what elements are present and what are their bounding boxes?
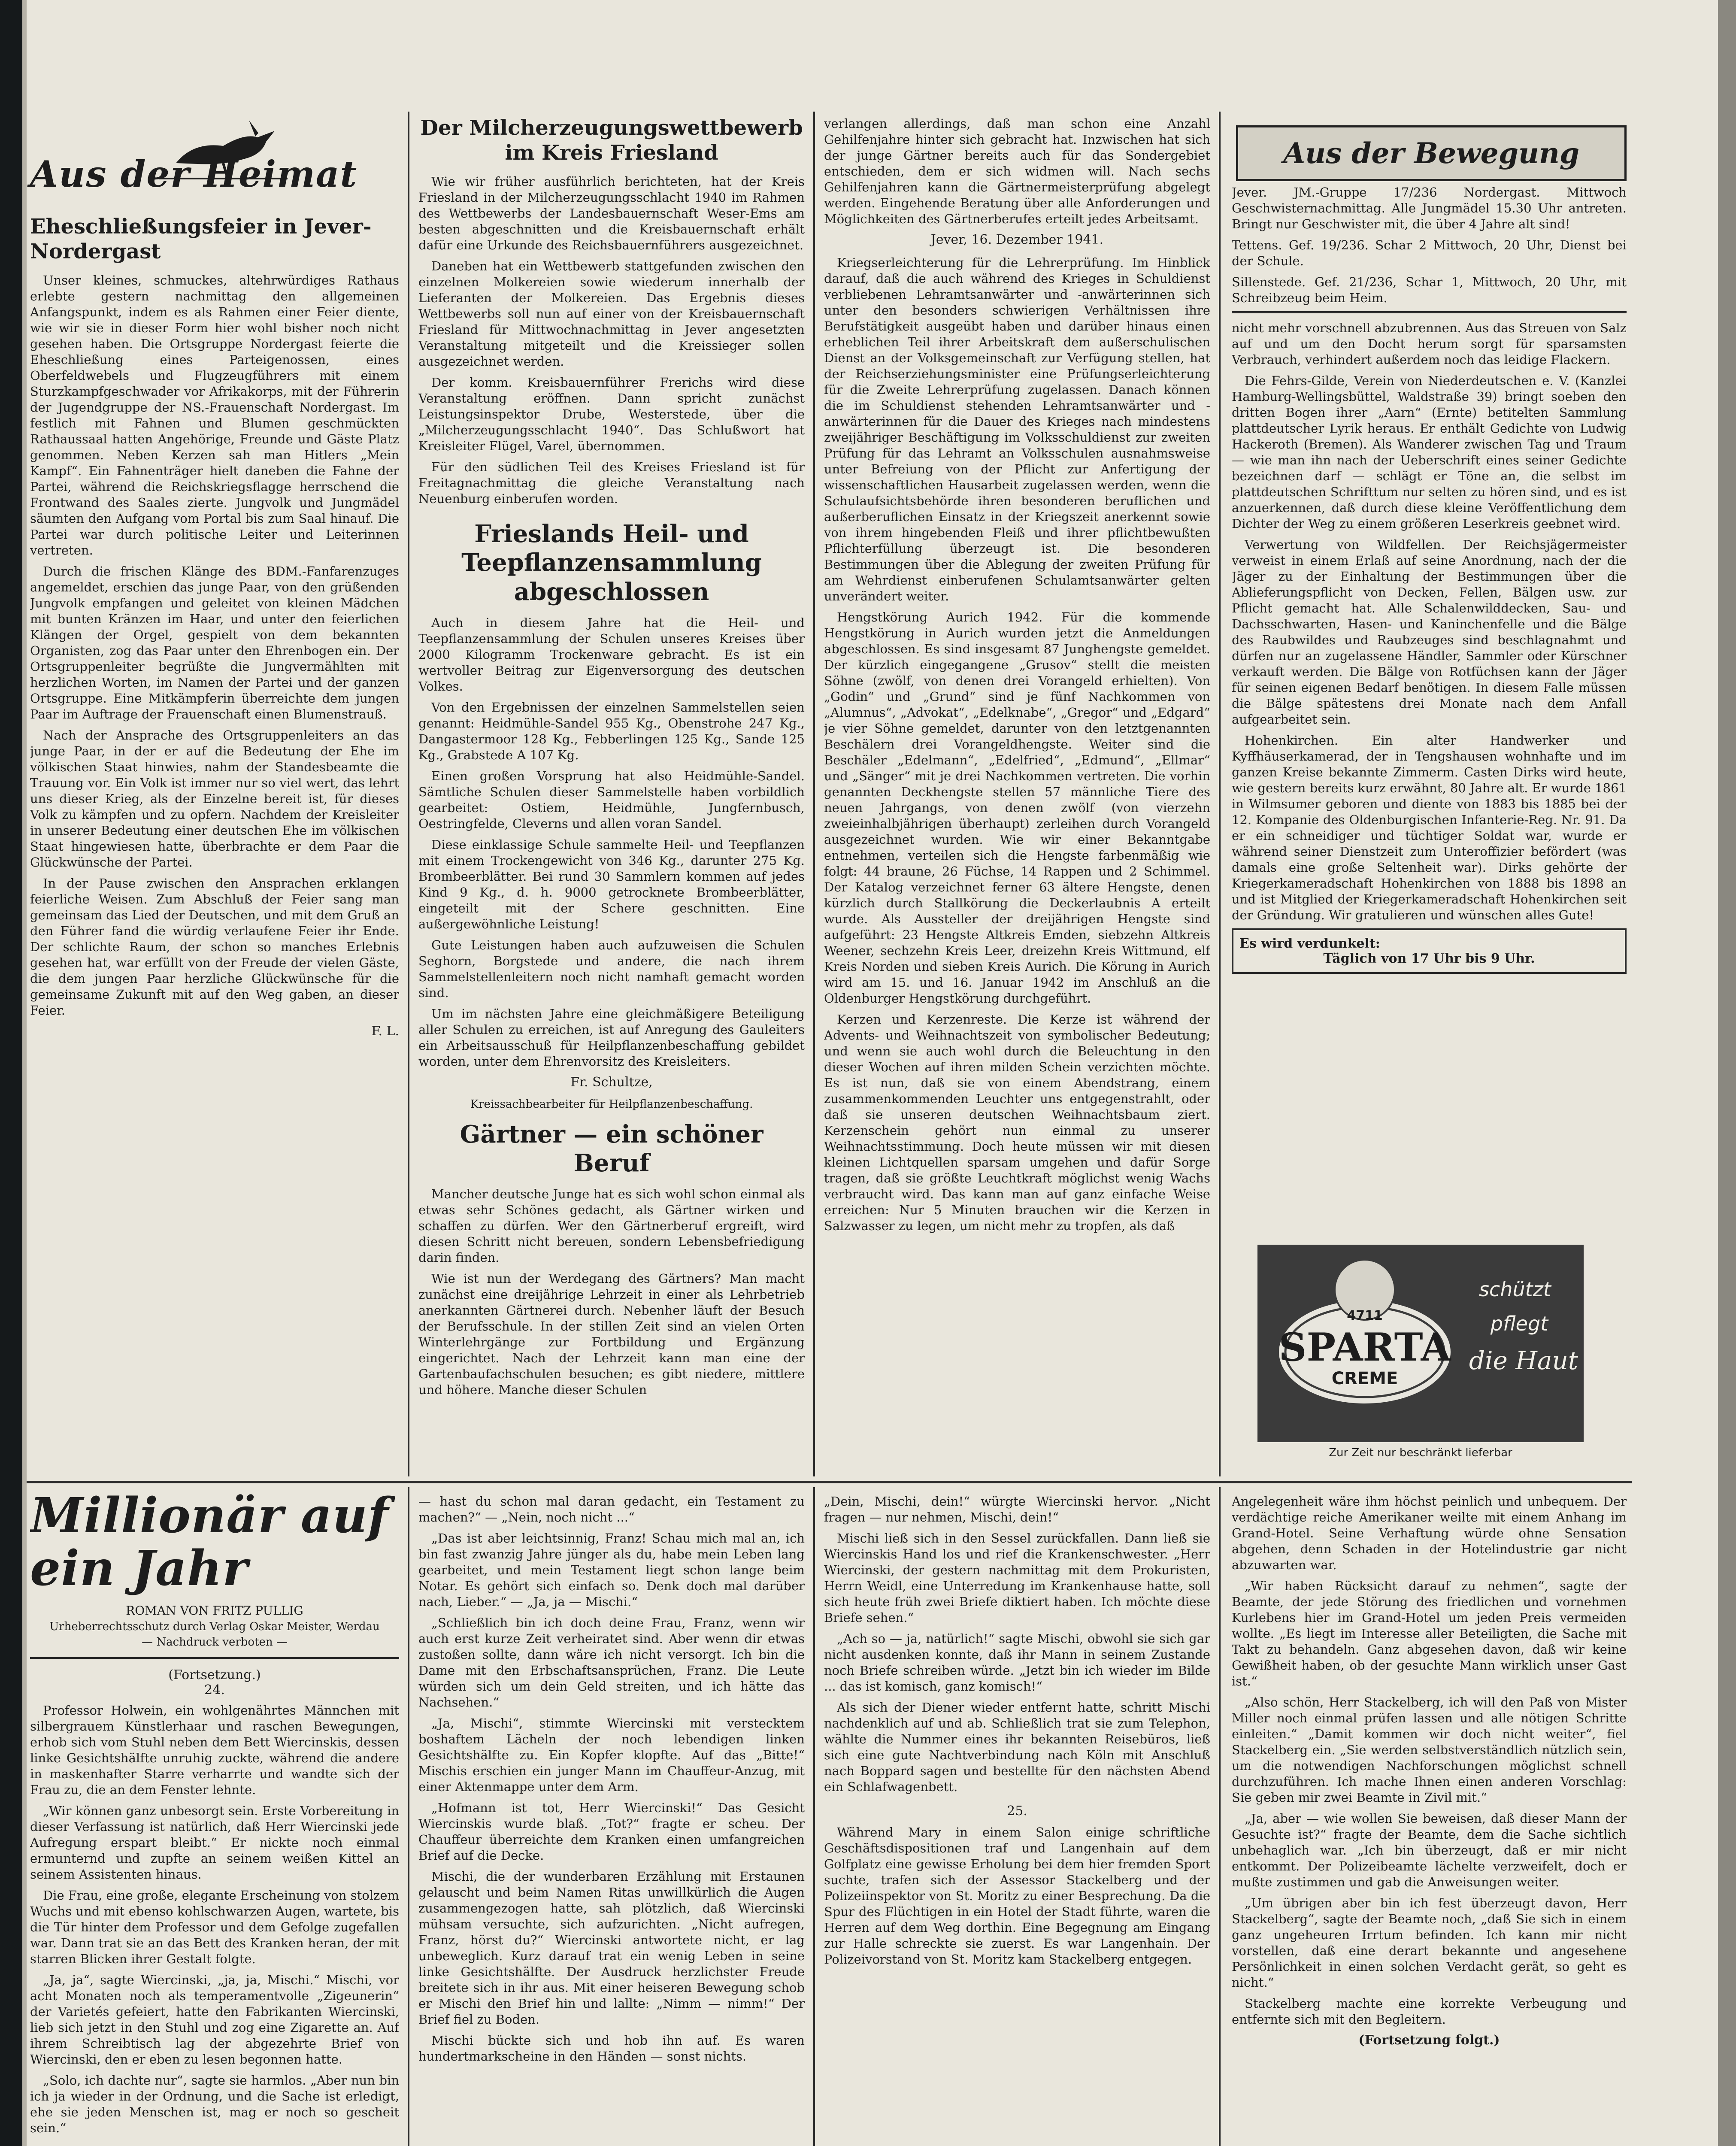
article-paragraph: Kriegserleichterung für die Lehrerprüfung. Im Hinblick darauf, daß die auch während des Krieges in Schuldienst verbliebenen Lehramtsanwärter und -anwärterinnen sich unter den besonders schwierigen Verhältnissen ihre Berufstätigkeit ausgeübt haben und darüber hinaus einen erheblichen Teil ihrer Arbeitskraft dem außerschulischen Dienst an der Volksgemeinschaft zur Verfügung stellen, hat der Reichserziehungsminister eine Prüfungserleichterung für die Zweite Lehrerprüfung zugelassen. Danach können die im Schuldienst stehenden Lehramtsanwärter und -anwärterinnen für die Dauer des Krieges nach mindestens zweijähriger Beschäftigung im Volksschuldienst zur zweiten Prüfung für das Lehramt an Volksschulen ausnahmsweise unter Befreiung von der Pflicht zur Anfertigung der wissenschaftlichen Hausarbeit zugelassen werden, wenn die Schulaufsichtsbehörde ihren besonderen beruflichen und außerberuflichen Einsatz in der Kriegszeit anerkennt sowie von ihrem hingebenden Fleiß und ihrer pflichtbewußten Pflichterfüllung überzeugt ist. Die besonderen Bestimmungen über die Ablegung der zweiten Prüfung für am Wehrdienst einberufenen Schulamtsanwärter gelten unverändert weiter. bbox=[824, 255, 1210, 603]
novel-paragraph: Stackelberg machte eine korrekte Verbeugung und entfernte sich mit den Begleitern. bbox=[1232, 1996, 1627, 2027]
novel-column-4 bbox=[1232, 1494, 1627, 2146]
article-paragraph: Von den Ergebnissen der einzelnen Sammelstellen seien genannt: Heidmühle-Sandel 955 Kg., Obenstrohe 247 Kg., Dangastermoor 128 Kg., Febberlingen 125 Kg., Sande 125 Kg., Grabstede A 107 Kg. bbox=[418, 700, 805, 762]
book-binding bbox=[0, 0, 22, 2146]
notice-paragraph: Jever. JM.-Gruppe 17/236 Nordergast. Mittwoch Geschwisternachmittag. Alle Jungmädel 15.30 Uhr antreten. Bringt nur Geschwister mit, die über 4 Jahre alt sind! bbox=[1232, 185, 1627, 231]
article-paragraph: Die Fehrs-Gilde, Verein von Niederdeutschen e. V. (Kanzlei Hamburg-Wellingsbüttel, Waldstraße 39) bringt soeben den dritten Bogen ihrer „Aarn“ (Ernte) betitelten Sammlung plattdeutscher Lyrik heraus. Er enthält Gedichte von Ludwig Hackeroth (Bremen). Als Wanderer zwischen Tag und Traum — wie man ihn nach der Ueberschrift eines seiner Gedichte bezeichnen darf — schlägt er Töne an, die selbst im plattdeutschen Schrifttum nur selten zu hören sind, und es ist anzuerkennen, daß durch diese kleine Veröffentlichung dem Dichter der Weg zu einem größeren Leserkreis geebnet wird. bbox=[1232, 373, 1627, 531]
article-paragraph: Einen großen Vorsprung hat also Heidmühle-Sandel. Sämtliche Schulen dieser Sammelstelle haben vorbildlich gearbeitet: Ostiem, Heidmühle, Jungfernbusch, Oestringfelde, Cleverns und allen voran Sandel. bbox=[418, 768, 805, 831]
binding-edge bbox=[22, 0, 27, 2146]
novel-byline: ROMAN VON FRITZ PULLIG bbox=[126, 1603, 303, 1618]
novel-paragraph: „Ja, ja“, sagte Wiercinski, „ja, ja, Mischi.“ Mischi, vor acht Monaten noch als temperamentvolle „Zigeunerin“ der Varietés gefeiert, hatte den Fabrikanten Wiercinski, lieb sich jetzt in den Stuhl und zog eine Zigarette an. Auf ihrem Schreibtisch lag der abgezehrte Brief von Wiercinski, den er eben zu lesen begonnen hatte. bbox=[30, 1973, 399, 2067]
article-paragraph: Gute Leistungen haben auch aufzuweisen die Schulen Seghorn, Borgstede und andere, die nach ihrem Sammelstellenleitern noch nicht namhaft gemacht worden sind. bbox=[418, 937, 805, 1000]
column-divider bbox=[813, 1487, 815, 2146]
novel-paragraph: „Wir können ganz unbesorgt sein. Erste Vorbereitung in dieser Verfassung ist natürlich, daß Herr Wiercinski jede Aufregung erspart bleibt.“ Er nickte noch einmal ermunternd und zupfte an seinem weißen Kittel an seinem Assistenten hinaus. bbox=[30, 1803, 399, 1882]
article-paragraph: In der Pause zwischen den Ansprachen erklangen feierliche Weisen. Zum Abschluß der Feier sang man gemeinsam das Lied der Deutschen, und mit dem Gruß an den Führer fand die würdig verlaufene Feier ihr Ende. Der schlichte Raum, der schon so manches Erlebnis gesehen hat, war erfüllt von der Freude der vielen Gäste, die dem jungen Paar herzliche Glückwünsche für die gemeinsame Zukunft mit auf den Weg gaben, an dieser Feier. bbox=[30, 876, 399, 1018]
sparta-cream-ad bbox=[1257, 1245, 1584, 1442]
novel-paragraph: „Wir haben Rücksicht darauf zu nehmen“, sagte der Beamte, der jede Störung des friedlichen und vornehmen Kurlebens hier im Grand-Hotel um jeden Preis vermeiden wollte. „Es liegt im Interesse aller Beteiligten, die Sache mit Takt zu behandeln. Ganz abgesehen davon, daß wir keine Gewißheit haben, ob der gesuchte Mann wirklich unser Gast ist.“ bbox=[1232, 1579, 1627, 1688]
ad-artwork bbox=[1257, 1245, 1584, 1442]
novel-paragraph: Während Mary in einem Salon einige schriftliche Geschäftsdispositionen traf und Langenhain auf dem Golfplatz eine gewisse Erholung bei dem hier fremden Sport suchte, trafen sich der Assessor Stackelberg und der Polizeiinspektor von St. Moritz zu einer Besprechung. Da die Spur des Flüchtigen in ein Hotel der Stadt führte, waren die Herren auf dem Weg dorthin. Eine Begegnung am Eingang zur Halle schreckte sie zuerst. Es war Langenhain. Der Polizeivorstand von St. Moritz kam Stackelberg entgegen. bbox=[824, 1825, 1210, 1967]
novel-column-1 bbox=[30, 1489, 399, 2146]
ad-slogan-1: schützt bbox=[1479, 1278, 1551, 1301]
article-paragraph: Mancher deutsche Junge hat es sich wohl schon einmal als etwas sehr Schönes gedacht, als Gärtner wirken und schaffen zu dürfen. Wer den Gärtnerberuf ergreift, wird diesen Schritt nicht bereuen, sondern Lebensbefriedigung darin finden. bbox=[418, 1187, 805, 1265]
bewegung-masthead bbox=[1236, 125, 1627, 181]
dateline: Jever, 16. Dezember 1941. bbox=[930, 232, 1104, 247]
author-signature: F. L. bbox=[371, 1024, 399, 1039]
novel-copyright: Urheberrechtsschutz durch Verlag Oskar Meister, Werdau bbox=[49, 1620, 380, 1634]
article-paragraph: Der komm. Kreisbauernführer Frerichs wird diese Veranstaltung eröffnen. Dann spricht zunächst Leistungsinspektor Drube, Westerstede, über die „Milcherzeugungsschlacht 1940“. Das Schlußwort hat Kreisleiter Flügel, Varel, übernommen. bbox=[418, 375, 805, 454]
novel-paragraph: „Ach so — ja, natürlich!“ sagte Mischi, obwohl sie sich gar nicht ausdenken konnte, daß ihr Mann in seinem Zustande noch Briefe schreiben würde. „Jetzt bin ich wieder im Bilde ... das ist komisch, ganz komisch!“ bbox=[824, 1631, 1210, 1694]
novel-paragraph: „Also schön, Herr Stackelberg, ich will den Paß von Mister Miller noch einmal prüfen lassen und alle nötigen Schritte einleiten.“ „Damit kommen wir doch nicht weiter“, fiel Stackelberg ein. „Sie werden selbstverständlich nützlich sein, um die notwendigen Nachforschungen möglichst schnell durchzuführen. Ich mache Ihnen einen anderen Vorschlag: Sie geben mir zwei Beamte in Zivil mit.“ bbox=[1232, 1695, 1627, 1805]
novel-paragraph: „Hofmann ist tot, Herr Wiercinski!“ Das Gesicht Wiercinskis wurde blaß. „Tot?“ fragte er scheu. Der Chauffeur überreichte dem Kranken einen umfangreichen Brief auf die Decke. bbox=[418, 1800, 805, 1863]
column-divider bbox=[1219, 1487, 1221, 2146]
article-paragraph: Verwertung von Wildfellen. Der Reichsjägermeister verweist in einem Erlaß auf seine Anordnung, nach der die Jäger zu der Einhaltung der Bestimmungen über die Ablieferungspflicht von Decken, Fellen, Bälgen usw. zur Pflicht gemacht hat. Alle Schalenwilddecken, Sau- und Dachsschwarten, Hasen- und Kaninchenfelle und die Bälge des Raubwildes und Raubzeuges sind beschlagnahmt und dürfen nur an zugelassene Händler, Sammler oder Kürschner verkauft werden. Die Bälge von Rotfüchsen kann der Jäger für seinen eigenen Bedarf benötigen. In diesem Falle müssen die Bälge spätestens drei Monate nach dem Anfall aufgearbeitet sein. bbox=[1232, 537, 1627, 727]
article-paragraph: Wie ist nun der Werdegang des Gärtners? Man macht zunächst eine dreijährige Lehrzeit in einer als Lehrbetrieb anerkannten Gärtnerei durch. Nebenher läuft der Besuch der Berufsschule. In der stillen Zeit sind an vielen Orten Winterlehrgänge zur Fortbildung und Ergänzung eingerichtet. Nach der Lehrzeit kann man eine der Gartenbaufachschulen besuchen; es gibt niedere, mittlere und höhere. Manche dieser Schulen bbox=[418, 1271, 805, 1397]
blackout-label: Es wird verdunkelt: bbox=[1239, 936, 1380, 951]
novel-column-3 bbox=[824, 1494, 1210, 2146]
article-paragraph: Kerzen und Kerzenreste. Die Kerze ist während der Advents- und Weihnachtszeit von symbolischer Bedeutung; und wenn sie auch wohl durch die Beleuchtung in den dieser Wochen auf ihren milden Schein verzichten möchte. Es ist nun, daß sie von einem Abendstrang, einem zusammenkommenden Leuchter uns entgegenstrahlt, oder daß sie unseren deutschen Weihnachtsbaum ziert. Kerzenschein gehört nun einmal zu unserer Weihnachtsstimmung. Doch heute müssen wir mit diesen kleinen Lichtquellen sparsam umgehen und dafür Sorge tragen, daß sie größte Leuchtkraft möglichst wenig Wachs verbraucht wird. Das kann man auf ganz einfache Weise erreichen: Nur 5 Minuten brauchen wir die Kerzen in Salzwasser zu legen, um nicht mehr zu tropfen, als daß bbox=[824, 1012, 1210, 1233]
article-paragraph: nicht mehr vorschnell abzubrennen. Aus das Streuen von Salz auf und um den Docht herum sorgt für sparsamsten Verbrauch, verhindert außerdem noch das leidige Flackern. bbox=[1232, 321, 1627, 367]
ad-slogan-3: die Haut bbox=[1469, 1346, 1578, 1375]
novel-reprint-notice: — Nachdruck verboten — bbox=[142, 1636, 288, 1649]
novel-paragraph: „Ja, aber — wie wollen Sie beweisen, daß dieser Mann der Gesuchte ist?“ fragte der Beamte, dem die Sache sichtlich unbehaglich war. „Ich bin überzeugt, daß er mir nicht entkommt. Der Polizeibeamte lächelte verzweifelt, doch er mußte zustimmen und gab die Anweisungen weiter. bbox=[1232, 1811, 1627, 1889]
heimat-masthead bbox=[30, 116, 395, 193]
novel-paragraph: Mischi ließ sich in den Sessel zurückfallen. Dann ließ sie Wiercinskis Hand los und rief die Krankenschwester. „Herr Wiercinski, der gestern nachmittag mit dem Prokuristen, Herrn Weidl, eine Unterredung im Krankenhause hatte, soll sich heute früh zwei Briefe diktiert haben. Ich möchte diese Briefe sehen.“ bbox=[824, 1531, 1210, 1625]
ad-number: 4711 bbox=[1347, 1308, 1383, 1323]
heimat-title: Aus der Heimat bbox=[30, 153, 358, 195]
headline-milk: Der Milcherzeugungswettbewerb im Kreis Friesland bbox=[420, 116, 803, 165]
blackout-notice bbox=[1232, 928, 1627, 974]
ad-caption: Zur Zeit nur beschränkt lieferbar bbox=[1329, 1446, 1512, 1459]
column-4 bbox=[1232, 185, 1627, 1232]
column-divider bbox=[813, 112, 815, 1476]
novel-paragraph: „Um übrigen aber bin ich fest überzeugt davon, Herr Stackelberg“, sagte der Beamte noch, „daß Sie sich in einem ganz ungeheuren Irrtum befinden. Ich kann mir nicht vorstellen, daß eine derart bekannte und angesehene Persönlichkeit in einen solchen Verdacht gerät, so geht es nicht.“ bbox=[1232, 1896, 1627, 1990]
notice-paragraph: Sillenstede. Gef. 21/236, Schar 1, Mittwoch, 20 Uhr, mit Schreibzeug beim Heim. bbox=[1232, 275, 1627, 305]
chapter-number: 25. bbox=[1007, 1803, 1027, 1819]
article-paragraph: Für den südlichen Teil des Kreises Friesland ist für Freitagnachmittag die gleiche Veranstaltung nach Neuenburg einberufen worden. bbox=[418, 460, 805, 506]
novel-paragraph: Professor Holwein, ein wohlgenährtes Männchen mit silbergrauem Künstlerhaar und raschen Bewegungen, erhob sich vom Stuhl neben dem Bett Wiercinskis, dessen linke Gesichtshälfte unruhig zuckte, während die andere in maskenhafter Starre verharrte und wandte sich der Frau zu, die an dem Fenster lehnte. bbox=[30, 1703, 399, 1797]
article-paragraph: Daneben hat ein Wettbewerb stattgefunden zwischen den einzelnen Molkereien sowie wiederum innerhalb der Lieferanten der Molkereien. Das Ergebnis dieses Wettbewerbs soll nun auf einer von der Kreisbauernschaft Friesland für Mittwochnachmittag in Jever angesetzten Veranstaltung mitgeteilt und die Kreissieger sollen ausgezeichnet werden. bbox=[418, 259, 805, 369]
article-paragraph: verlangen allerdings, daß man schon eine Anzahl Gehilfenjahre hinter sich gebracht hat. Inzwischen hat sich der junge Gärtner bereits auch für das Sondergebiet entschieden, dem er sich widmen will. Nach sechs Gehilfenjahren kann die Gärtnermeisterprüfung abgelegt werden. Eingehende Beratung über alle Anforderungen und Möglichkeiten des Gärtnerberufes erteilt jedes Arbeitsamt. bbox=[824, 116, 1210, 226]
ad-brand: SPARTA bbox=[1279, 1325, 1451, 1370]
novel-column-2 bbox=[418, 1494, 805, 2146]
author-role: Kreissachbearbeiter für Heilpflanzenbeschaffung. bbox=[470, 1097, 753, 1111]
headline-gardener: Gärtner — ein schöner Beruf bbox=[460, 1120, 763, 1177]
article-paragraph: Diese einklassige Schule sammelte Heil- und Teepflanzen mit einem Trockengewicht von 346 Kg., darunter 275 Kg. Brombeerblätter. Bei rund 30 Sammlern kommen auf jedes Kind 9 Kg., d. h. 9000 getrocknete Brombeerblätter, eingeteilt mit der Schere geschnitten. Eine außergewöhnliche Leistung! bbox=[418, 837, 805, 931]
novel-paragraph: Mischi bückte sich und hob ihn auf. Es waren hundertmarkscheine in den Händen — sonst nichts. bbox=[418, 2033, 805, 2064]
column-divider bbox=[408, 112, 409, 1476]
blackout-time: Täglich von 17 Uhr bis 9 Uhr. bbox=[1323, 951, 1535, 966]
article-paragraph: Hengstkörung Aurich 1942. Für die kommende Hengstkörung in Aurich wurden jetzt die Anmeldungen abgeschlossen. Es sind insgesamt 87 Junghengste gemeldet. Der kürzlich eingegangene „Grusov“ stellt die meisten Söhne (zwölf, von denen drei Vorangeld erhielten). Von „Godin“ und „Grund“ sind je fünf Nachkommen von „Alumnus“, „Advokat“, „Edelknabe“, „Gregor“ und „Edgard“ je vier Söhne gemeldet, darunter von den letztgenannten Beschälern drei Vorangeldhengste. Weiter sind die Beschäler „Edelmann“, „Edelfried“, „Edmund“, „Ellmar“ und „Sänger“ mit je drei Nachkommen vertreten. Die vorhin genannten Deckhengste stellen 57 männliche Tiere des neuen Jahrgangs, von denen zwölf (von vierzehn zweieinhalbjährigen überhaupt) zerleihen durch Vorangeld ausgezeichnet wurden. Wie wir einer Bekanntgabe entnehmen, verteilen sich die Hengste farbenmäßig wie folgt: 44 braune, 26 Füchse, 14 Rappen und 2 Schimmel. Der Katalog verzeichnet ferner 63 ältere Hengste, denen kürzlich durch Stallkörung die Deckerlaubnis A erteilt wurde. Als Aussteller der dreijährigen Hengste sind aufgeführt: 23 Hengste Altkreis Emden, siebzehn Altkreis Weener, sechzehn Kreis Leer, dreizehn Kreis Wittmund, elf Kreis Norden und sieben Kreis Aurich. Die Körung in Aurich wird am 15. und 16. Januar 1942 im Anschluß an die Oldenburger Hengstkörung durchgeführt. bbox=[824, 610, 1210, 1006]
article-paragraph: Unser kleines, schmuckes, altehrwürdiges Rathaus erlebte gestern nachmittag den allgemeinen Anfangspunkt, indem es als Rahmen einer Feier diente, wie wir sie in dieser Form hier wohl bisher noch nicht gesehen haben. Die Ortsgruppe Nordergast feierte die Eheschließung eines Parteigenossen, eines Oberfeldwebels und Flugzeugführers mit einem Sturzkampfgeschwader vor Afrikakorps, mit der Führerin der Jugendgruppe der NS.-Frauenschaft Nordergast. Im festlich mit Fahnen und Blumen geschmückten Rathaussaal hatten Angehörige, Freunde und Gäste Platz genommen. Neben Kerzen sah man Hitlers „Mein Kampf“. Ein Fahnenträger hielt daneben die Fahne der Partei, während die Reichskriegsflagge herrschend die Frontwand des Saales zierte. Jungvolk und Jungmädel säumten den Aufgang vom Portal bis zum Saal hinauf. Die Partei war durch politische Leiter und Leiterinnen vertreten. bbox=[30, 273, 399, 558]
novel-continuation: (Fortsetzung.) bbox=[168, 1667, 261, 1683]
novel-paragraph: „Dein, Mischi, dein!“ würgte Wiercinski hervor. „Nicht fragen — nur nehmen, Mischi, dein!“ bbox=[824, 1494, 1210, 1525]
ad-slogan-2: pflegt bbox=[1490, 1312, 1548, 1335]
bewegung-title: Aus der Bewegung bbox=[1283, 136, 1580, 170]
column-1 bbox=[30, 215, 399, 1451]
column-divider bbox=[1219, 112, 1221, 1476]
ad-product: CREME bbox=[1331, 1369, 1398, 1388]
page-divider bbox=[27, 1481, 1632, 1483]
novel-paragraph: Als sich der Diener wieder entfernt hatte, schritt Mischi nachdenklich auf und ab. Schließlich trat sie zum Telephon, wählte die Nummer eines ihr bekannten Reisebüros, ließ sich eine gute Nachtverbindung nach Köln mit Anschluß nach Boppard sagen und bestellte für den nächsten Abend ein Schlafwagenbett. bbox=[824, 1700, 1210, 1794]
article-paragraph: Hohenkirchen. Ein alter Handwerker und Kyffhäuserkamerad, der in Tengshausen wohnhafte und im ganzen Kreise bekannte Zimmerm. Casten Dirks wird heute, wie gestern bereits kurz erwähnt, 80 Jahre alt. Er wurde 1861 in Wilmsumer geboren und diente von 1883 bis 1885 bei der 12. Kompanie des Oldenburgischen Infanterie-Reg. Nr. 91. Da er ein schneidiger und tüchtiger Soldat war, wurde er während seiner Dienstzeit zum Unteroffizier befördert (was damals eine große Seltenheit war). Dirks gehörte der Kriegerkameradschaft Hohenkirchen von 1888 bis 1898 an und ist Mitglied der Kriegerkameradschaft Hohenkirchen seit der Gründung. Wir gratulieren und wünschen alles Gute! bbox=[1232, 733, 1627, 922]
article-paragraph: Nach der Ansprache des Ortsgruppenleiters an das junge Paar, in der er auf die Bedeutung der Ehe im völkischen Staat hinwies, nahm der Standesbeamte die Trauung vor. Ein Volk ist immer nur so viel wert, das lehrt uns dieser Krieg, als der Einzelne bereit ist, für dieses Volk zu kämpfen und zu opfern. Nachdem der Kreisleiter in unserer Bedeutung einer deutschen Ehe im völkischen Staat hingewiesen hatte, überbrachte er dem Paar die Glückwünsche der Partei. bbox=[30, 728, 399, 870]
novel-paragraph: Angelegenheit wäre ihm höchst peinlich und unbequem. Der verdächtige reiche Amerikaner weilte mit einem Anhang im Grand-Hotel. Seine Verhaftung würde ohne Sensation abgehen, denn Schaden in der Hotelindustrie gar nicht abzuwarten war. bbox=[1232, 1494, 1627, 1572]
author-signature: Fr. Schultze, bbox=[570, 1074, 653, 1090]
novel-title: Millionär auf ein Jahr bbox=[30, 1489, 389, 1597]
article-paragraph: Auch in diesem Jahre hat die Heil- und Teepflanzensammlung der Schulen unseres Kreises über 2000 Kilogramm Trockenware gebracht. Es ist ein wertvoller Beitrag zur Eigenversorgung des deutschen Volkes. bbox=[418, 615, 805, 694]
page-edge bbox=[1718, 0, 1736, 2146]
notice-paragraph: Tettens. Gef. 19/236. Schar 2 Mittwoch, 20 Uhr, Dienst bei der Schule. bbox=[1232, 238, 1627, 268]
novel-paragraph: „Solo, ich dachte nur“, sagte sie harmlos. „Aber nun bin ich ja wieder in der Ordnung, und die Sache ist erledigt, ehe sie jeden Menschen ist, mag er noch so gescheit sein.“ bbox=[30, 2073, 399, 2136]
novel-paragraph: „Ja, Mischi“, stimmte Wiercinski mit verstecktem boshaftem Lächeln der noch lebendigen linken Gesichtshälfte zu. Ein Kopfer klopfte. Auf das „Bitte!“ Mischis erschien ein junger Mann im Chauffeur-Anzug, mit einer Aktenmappe unter dem Arm. bbox=[418, 1716, 805, 1794]
column-2 bbox=[418, 116, 805, 1476]
novel-paragraph: Die Frau, eine große, elegante Erscheinung von stolzem Wuchs und mit ebenso kohlschwarzen Augen, wartete, bis die Tür hinter dem Professor und dem Gefolge zugefallen war. Dann trat sie an das Bett des Kranken heran, der mit starren Blicken ihrer Gestalt folgte. bbox=[30, 1888, 399, 1967]
column-3 bbox=[824, 116, 1210, 1476]
novel-divider bbox=[30, 1657, 399, 1659]
headline-wedding: Eheschließungsfeier in Jever-Nordergast bbox=[30, 215, 372, 264]
novel-paragraph: „Das ist aber leichtsinnig, Franz! Schau mich mal an, ich bin fast zwanzig Jahre jünger als du, habe mein Leben lang gearbeitet, und mein Testament liegt schon lange beim Notar. Es gehört sich einfach so. Denk doch mal darüber nach, Lieber.“ — „Ja, ja — Mischi.“ bbox=[418, 1531, 805, 1609]
novel-paragraph: „Schließlich bin ich doch deine Frau, Franz, wenn wir auch erst kurze Zeit verheiratet sind. Aber wenn dir etwas zustoßen sollte, dann wäre ich nicht versorgt. Ich bin die Dame mit den Erbschaftsansprüchen, Franz. Die Leute würden sich um dein Geld streiten, und ich hätte das Nachsehen.“ bbox=[418, 1616, 805, 1710]
novel-paragraph: — hast du schon mal daran gedacht, ein Testament zu machen?“ — „Nein, noch nicht ...“ bbox=[418, 1494, 805, 1525]
novel-paragraph: Mischi, die der wunderbaren Erzählung mit Erstaunen gelauscht und beim Namen Ritas unwillkürlich die Augen zusammengezogen hatte, sah plötzlich, daß Wiercinski mühsam versuchte, sich aufzurichten. „Nicht aufregen, Franz, hörst du?“ Wiercinski antwortete nicht, er lag unbeweglich. Kurz darauf trat ein wenig Leben in seine linke Gesichtshälfte. Der Ausdruck herzlichster Freude breitete sich in ihr aus. Mit einer heiseren Bewegung schob er Mischi den Brief hin und lallte: „Nimm — nimm!“ Der Brief fiel zu Boden. bbox=[418, 1869, 805, 2027]
article-paragraph: Durch die frischen Klänge des BDM.-Fanfarenzuges angemeldet, erschien das junge Paar, von den grüßenden Jungvolk empfangen und geleitet von kleinen Mädchen mit bunten Kränzen im Haar, und unter den feierlichen Klängen der Orgel, gespielt von dem bekannten Organisten, zog das Paar unter den Ehrenbogen ein. Der Ortsgruppenleiter begrüßte die Jungvermählten mit herzlichen Worten, im Namen der Partei und der ganzen Ortsgruppe. Eine Mitkämpferin überreichte dem jungen Paar im Auftrage der Frauenschaft einen Blumenstrauß. bbox=[30, 564, 399, 722]
section-divider bbox=[1232, 311, 1627, 313]
column-divider bbox=[408, 1487, 409, 2146]
article-paragraph: Wie wir früher ausführlich berichteten, hat der Kreis Friesland in der Milcherzeugungsschlacht 1940 im Rahmen des Wettbewerbs der Landesbauernschaft Weser-Ems am besten abgeschnitten und die Kreisbauernschaft erhält dafür eine Urkunde des Reichsbauernführers ausgezeichnet. bbox=[418, 174, 805, 253]
article-paragraph: Um im nächsten Jahre eine gleichmäßigere Beteiligung aller Schulen zu erreichen, ist auf Anregung des Gauleiters ein Arbeitsausschuß für Heilpflanzenbeschaffung gebildet worden, unter dem Ehrenvorsitz des Kreisleiters. bbox=[418, 1006, 805, 1069]
chapter-number: 24. bbox=[204, 1682, 225, 1698]
to-be-continued: (Fortsetzung folgt.) bbox=[1358, 2033, 1500, 2048]
headline-herbs: Frieslands Heil- und Teepflanzensammlung abgeschlossen bbox=[461, 520, 762, 606]
